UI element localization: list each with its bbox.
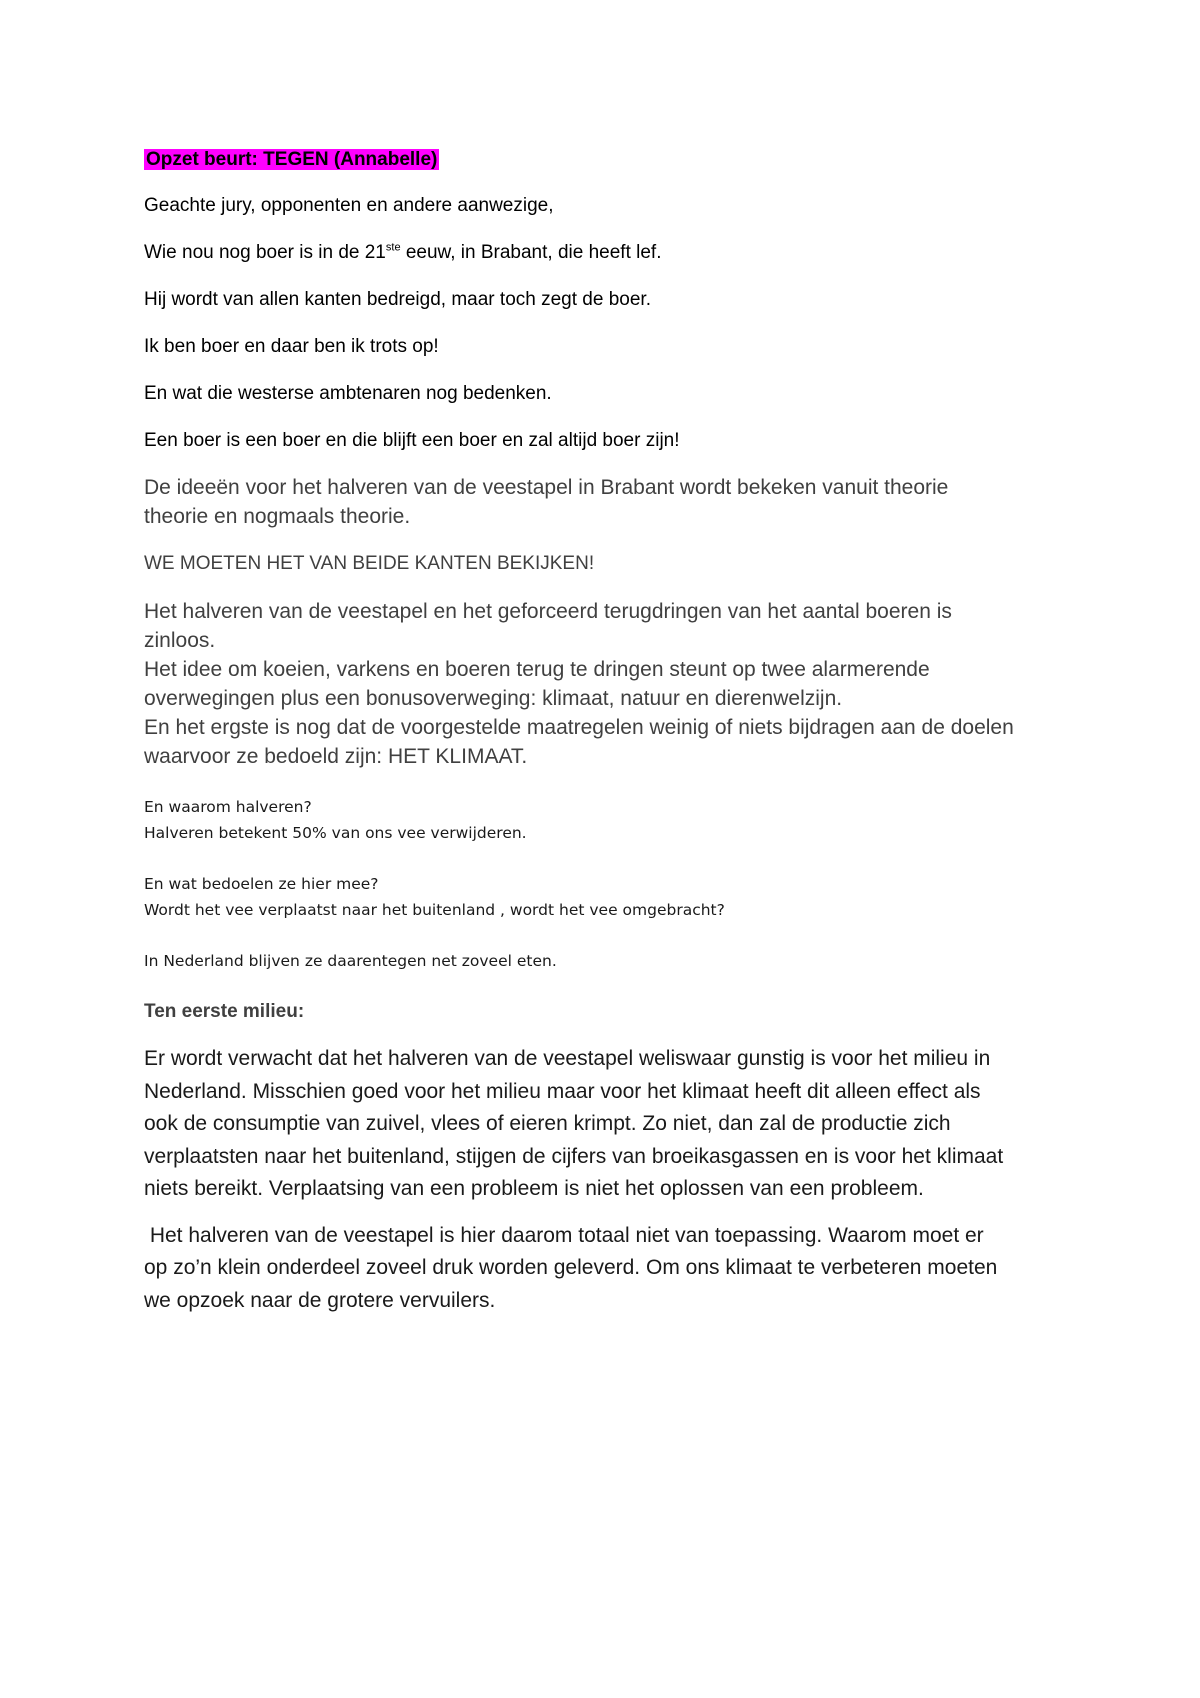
argument-paragraph (144, 597, 1074, 771)
intro-line-4: Ik ben boer en daar ben ik trots op! (144, 336, 439, 357)
milieu-p2-line-3: we opzoek naar de grotere vervuilers. (144, 1288, 496, 1312)
intro-line-2 (144, 239, 1074, 267)
answer-2: Wordt het vee verplaatst naar het buitenland , wordt het vee omgebracht? (144, 901, 725, 919)
note-line: In Nederland blijven ze daarentegen net zoveel eten. (144, 952, 557, 970)
ordinal-superscript: ste (385, 241, 401, 254)
argument-line-4: overwegingen plus een bonusoverweging: klimaat, natuur en dierenwelzijn. (144, 687, 843, 710)
intro-line-2-after: eeuw, in Brabant, die heeft lef. (400, 242, 662, 263)
argument-line-1: Het halveren van de veestapel en het geforceerd terugdringen van het aantal boeren is (144, 600, 952, 623)
argument-line-5: En het ergste is nog dat de voorgestelde maatregelen weinig of niets bijdragen aan de doelen (144, 716, 1014, 739)
questions-block (144, 794, 1074, 974)
milieu-p1-line-3: ook de consumptie van zuivel, vlees of eieren krimpt. Zo niet, dan zal de productie zich (144, 1112, 951, 1135)
argument-line-6: waarvoor ze bedoeld zijn: HET KLIMAAT. (144, 745, 528, 768)
intro-line-3: Hij wordt van allen kanten bedreigd, maar toch zegt de boer. (144, 289, 651, 310)
question-1: En waarom halveren? (144, 798, 312, 816)
milieu-p1-line-4: verplaatsten naar het buitenland, stijgen de cijfers van broeikasgassen en is voor het klimaat (144, 1144, 1004, 1168)
milieu-p2-line-1: Het halveren van de veestapel is hier daarom totaal niet van toepassing. Waarom moet er (144, 1223, 984, 1247)
document-content (144, 144, 1074, 1317)
both-sides-statement: WE MOETEN HET VAN BEIDE KANTEN BEKIJKEN! (144, 553, 595, 574)
intro-line-5: En wat die westerse ambtenaren nog bedenken. (144, 383, 552, 404)
intro-line-2-before: Wie nou nog boer is in de 21 (144, 242, 386, 263)
section-title: Ten eerste milieu: (144, 1001, 305, 1022)
document-heading: Opzet beurt: TEGEN (Annabelle) (146, 149, 438, 170)
argument-line-2: zinloos. (144, 629, 216, 652)
theory-line-1: De ideeën voor het halveren van de veestapel in Brabant wordt bekeken vanuit theorie (144, 476, 949, 499)
milieu-p1-line-1: Er wordt verwacht dat het halveren van de veestapel weliswaar gunstig is voor het milieu in (144, 1047, 991, 1070)
salutation: Geachte jury, opponenten en andere aanwezige, (144, 195, 554, 216)
milieu-paragraph-1 (144, 1043, 1074, 1206)
milieu-p1-line-2: Nederland. Misschien goed voor het milieu maar voor het klimaat heeft dit alleen effect als (144, 1079, 981, 1103)
milieu-p2-line-2: op zo’n klein onderdeel zoveel druk worden geleverd. Om ons klimaat te verbeteren moeten (144, 1256, 998, 1279)
milieu-paragraph-2 (144, 1220, 1074, 1318)
theory-line-2: theorie en nogmaals theorie. (144, 505, 411, 528)
question-2: En wat bedoelen ze hier mee? (144, 875, 379, 893)
intro-line-6: Een boer is een boer en die blijft een boer en zal altijd boer zijn! (144, 430, 680, 451)
milieu-p1-line-5: niets bereikt. Verplaatsing van een probleem is niet het oplossen van een probleem. (144, 1177, 924, 1200)
argument-line-3: Het idee om koeien, varkens en boeren terug te dringen steunt op twee alarmerende (144, 658, 930, 681)
theory-paragraph (144, 473, 1074, 531)
answer-1: Halveren betekent 50% van ons vee verwijderen. (144, 824, 527, 842)
